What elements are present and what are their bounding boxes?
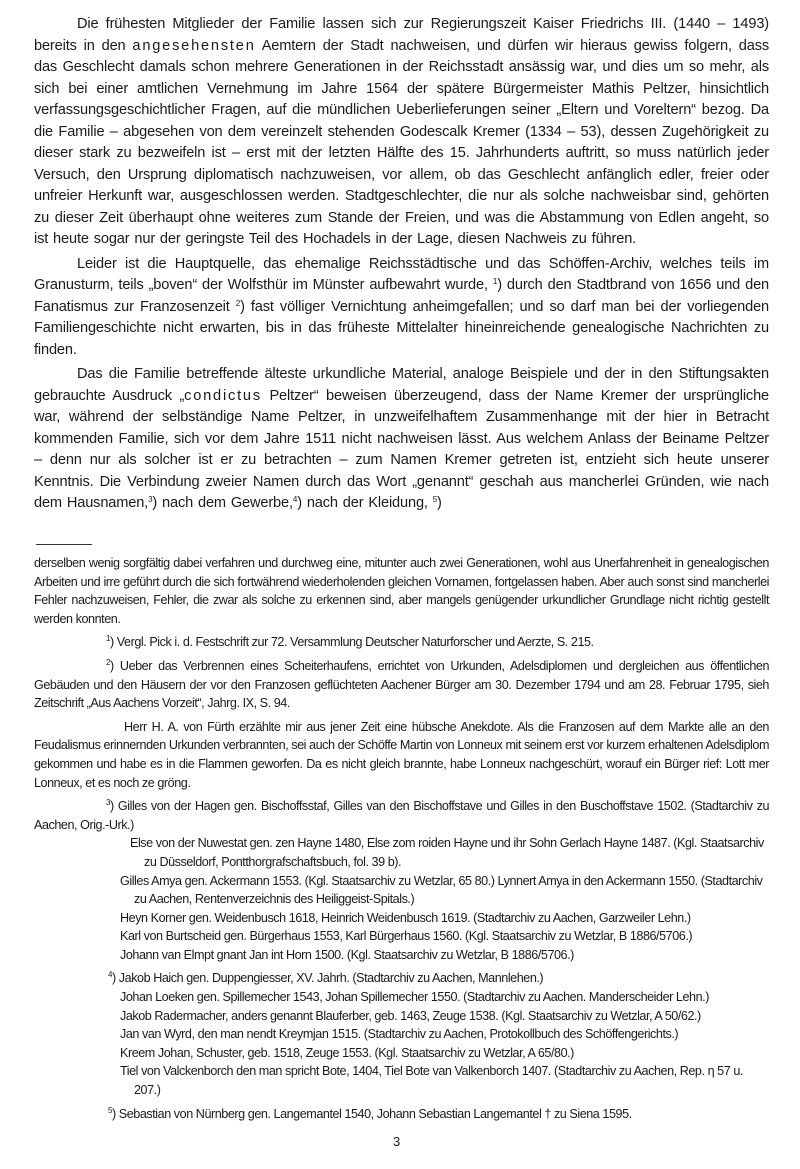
footnote-separator [36, 544, 92, 545]
footnote-4-item: Jakob Radermacher, anders genannt Blauferber, geb. 1463, Zeuge 1538. (Kgl. Staatsarchiv zu Wetzlar, A 50/62.) [120, 1008, 701, 1023]
footnote-4 [34, 969, 769, 988]
paragraph-3-text-b: Peltzer“ beweisen überzeugend, dass der Name Kremer der ursprüngliche war, während der selbständige Name Peltzer, in unzweifelhaftem Zusammenhange mit der hier in Betracht kommenden Familie, sich vor dem Jahre 1511 nicht nachweisen lässt. Aus welchem Anlass der Beiname Peltzer – denn nur als solcher ist er zu betrachten – zum Namen Kremer getreten ist, entzieht sich heute unserer Kenntnis. Die Verbindung zweier Namen durch das Wort „genannt“ geschah aus mancherlei Gründen, wie nach dem Hausnamen, [34, 387, 769, 511]
footnote-2-text: ) Ueber das Verbrennen eines Scheiterhaufens, errichtet von Urkunden, Adelsdiplomen und dergleichen aus öffentlichen Gebäuden und den Häusern der vor den Franzosen geflüchteten Aachener Bürger am 30. Dezember 1794 und am 28. Februar 1795, sieh Zeitschrift „Aus Aachens Vorzeit“, Jahrg. IX, S. 94. [34, 658, 769, 711]
footnote-1 [34, 633, 769, 652]
footnote-ref-2[interactable]: 2 [235, 298, 241, 308]
footnote-1-text: ) Vergl. Pick i. d. Festschrift zur 72. Versammlung Deutscher Naturforscher und Aerzte, S. 215. [110, 635, 594, 650]
paragraph-2 [34, 254, 769, 362]
footnote-4-text: ) Jakob Haich gen. Duppengiesser, XV. Jahrh. (Stadtarchiv zu Aachen, Mannlehen.) [112, 971, 544, 986]
footnote-ref-4[interactable]: 4 [292, 495, 298, 504]
paragraph-3-text-e: ) [437, 495, 442, 511]
footnote-mark-2: 2 [106, 657, 110, 667]
footnote-3-item: Karl von Burtscheid gen. Bürgerhaus 1553, Karl Bürgerhaus 1560. (Kgl. Staatsarchiv zu Wetzlar, B 1886/5706.) [120, 929, 693, 944]
paragraph-3 [34, 364, 769, 515]
emphasized-word: angesehensten [132, 37, 256, 54]
paragraph-3-text-d: ) nach der Kleidung, [297, 495, 428, 511]
paragraph-1-text: Die frühesten Mitglieder der Familie lassen sich zur Regierungszeit Kaiser Friedrichs III. (1440 – 1493) bereits in den [34, 16, 769, 54]
footnote-3-item: Johann van Elmpt gnant Jan int Horn 1500. (Kgl. Staatsarchiv zu Wetzlar, B 1886/5706.) [120, 947, 574, 962]
footnote-4-item: Kreem Johan, Schuster, geb. 1518, Zeuge 1553. (Kgl. Staatsarchiv zu Wetzlar, A 65/80.) [120, 1045, 574, 1060]
footnote-4-item: Johan Loeken gen. Spillemecher 1543, Johan Spillemecher 1550. (Stadtarchiv zu Aachen. Manderscheider Lehn.) [120, 990, 709, 1005]
footnote-ref-1[interactable]: 1 [492, 277, 498, 286]
footnote-mark-5: 5 [108, 1105, 112, 1115]
page-number: 3 [393, 1134, 401, 1149]
footnote-5 [34, 1105, 769, 1124]
paragraph-2-text-b: ) durch den Stadtbrand von 1656 und den Fanatismus zur Franzosenzeit [34, 277, 770, 315]
footnote-3-item: Gilles Amya gen. Ackermann 1553. (Kgl. Staatsarchiv zu Wetzlar, 65 80.) Lynnert Amya in den Ackermann 1550. (Stadtarchiv zu Aachen, Rentenverzeichnis des Heiliggeist-Spitals.) [120, 873, 763, 907]
footnote-mark-3: 3 [106, 798, 110, 808]
paragraph-3-text: Das die Familie betreffende älteste urkundliche Material, analoge Beispiele und der in den Stiftungsakten gebrauchte Ausdruck „ [34, 366, 769, 404]
paragraph-1 [34, 14, 769, 251]
footnote-3 [34, 797, 769, 834]
footnote-mark-1: 1 [106, 634, 110, 644]
footnote-2-anecdote: Herr H. A. von Fürth erzählte mir aus jener Zeit eine hübsche Anekdote. Als die Franzosen auf dem Markte alle an den Feudalismus erinnernden Urkunden verbrannten, sei auch der Schöffe Martin von Lonneux mit seinem erst vor kurzem erhaltenen Adelsdiplom gekommen und habe es in die Flammen geworfen. Da es nicht gleich brannte, habe Lonneux nachgeschürt, worauf ein Bürger rief: Lott mer Lonneux, et es noch ze gröng. [34, 719, 769, 790]
footnote-2 [34, 657, 769, 713]
emphasized-term: condictus [184, 387, 262, 404]
footnotes [34, 554, 769, 1123]
paragraph-2-text: Leider ist die Hauptquelle, das ehemalige Reichsstädtische und das Schöffen-Archiv, welches teils im Granusturm, teils „boven“ der Wolfsthür im Münster aufbewahrt wurde, [34, 255, 769, 293]
paragraph-2-text-c: ) fast völliger Vernichtung anheimgefallen; und so darf man bei der vorliegenden Familiengeschichte nicht erwarten, bis in das früheste Mittelalter hineinreichende genealogische Nachrichten zu finden. [34, 298, 770, 358]
main-text [34, 14, 769, 518]
footnote-ref-5[interactable]: 5 [432, 495, 438, 504]
footnote-4-item: Jan van Wyrd, den man nendt Kreymjan 1515. (Stadtarchiv zu Aachen, Protokollbuch des Schöffengerichts.) [120, 1027, 679, 1042]
footnote-3-text: ) Gilles von der Hagen gen. Bischoffsstaf, Gilles van den Bischoffstave und Gilles in den Buschoffstave 1502. (Stadtarchiv zu Aachen, Orig.-Urk.) [34, 799, 769, 832]
footnote-3-item: Else von der Nuwestat gen. zen Hayne 1480, Else zom roiden Hayne und ihr Sohn Gerlach Hayne 1487. (Kgl. Staatsarchiv zu Düsseldorf, Pontthorgrafschaftsbuch, fol. 39 b). [130, 836, 764, 869]
footnote-mark-4: 4 [108, 970, 112, 980]
footnote-ref-3[interactable]: 3 [148, 495, 153, 504]
footnote-4-item: Tiel von Valckenborch den man spricht Bote, 1404, Tiel Bote van Valkenborch 1407. (Stadtarchiv zu Aachen, Rep. η 57 u. 207.) [120, 1064, 743, 1098]
paragraph-3-text-c: ) nach dem Gewerbe, [152, 495, 293, 511]
footnote-3-item: Heyn Korner gen. Weidenbusch 1618, Heinrich Weidenbusch 1619. (Stadtarchiv zu Aachen, Garzweiler Lehn.) [120, 910, 691, 925]
footnote-5-text: ) Sebastian von Nürnberg gen. Langemantel 1540, Johann Sebastian Langemantel † zu Siena 1595. [112, 1106, 632, 1121]
footnote-continuation: derselben wenig sorgfältig dabei verfahren und durchweg eine, mitunter auch zwei Generationen, wohl aus Unerfahrenheit in genealogischen Arbeiten und irre geführt durch die sich fortwährend wiederholenden gleichen Vornamen, fortgelassen haben. Aber auch sonst sind mancherlei Fehler nachzuweisen, Fehler, die zwar als solche zu erkennen sind, aber mangels genügender urkundlicher Grundlage nicht richtig gestellt werden konnten. [34, 556, 769, 626]
paragraph-1-text-rest: Aemtern der Stadt nachweisen, und dürfen wir hieraus gewiss folgern, dass das Geschlecht damals schon mehrere Generationen in der Reichsstadt ansässig war, und dies um so mehr, als sich bei einer amtlichen Vernehmung im Jahre 1564 der spätere Bürgermeister Mathis Peltzer, hinsichtlich verfassungsgeschichtlicher Fragen, auf die mündlichen Ueberlieferungen seiner „Eltern und Voreltern“ bezog. Da die Familie – abgesehen von dem vereinzelt stehenden Godescalk Kremer (1334 – 53), dessen Zugehörigkeit zu dieser stark zu bezweifeln ist – erst mit der letzten Hälfte des 15. Jahrhunderts auftritt, so muss natürlich jeder Versuch, den Ursprung diplomatisch nachzuweisen, vor allem, ob das Geschlecht anfänglich edler, freier oder unfreier Herkunft war, ausgeschlossen werden. Stadtgeschlechter, die nur als solche nachweisbar sind, gehörten zu dieser Zeit überhaupt ohne weiteres zum Stande der Freien, und was die Abstammung von Edlen angeht, so ist heute sogar nur der geringste Teil des Hochadels in der Lage, diesen Nachweis zu führen. [34, 37, 769, 247]
